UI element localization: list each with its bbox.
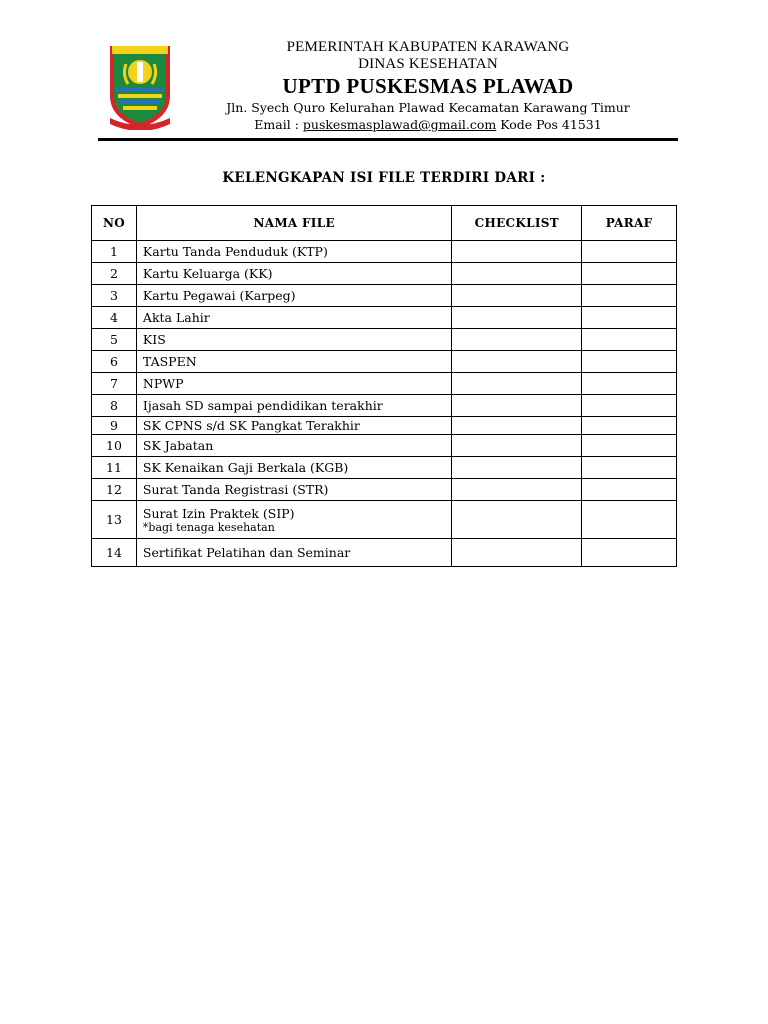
row-number: 6 [92, 351, 137, 373]
row-number: 9 [92, 417, 137, 435]
paraf-cell[interactable] [582, 373, 677, 395]
email-label: Email : [254, 117, 303, 132]
file-name: TASPEN [136, 351, 452, 373]
table-row [92, 539, 677, 567]
paraf-cell[interactable] [582, 539, 677, 567]
row-number: 3 [92, 285, 137, 307]
row-number: 1 [92, 241, 137, 263]
file-name: Kartu Keluarga (KK) [136, 263, 452, 285]
checklist-cell[interactable] [452, 329, 582, 351]
row-number: 2 [92, 263, 137, 285]
paraf-cell[interactable] [582, 457, 677, 479]
letterhead-divider [98, 138, 678, 141]
table-row [92, 501, 677, 539]
postal-code: Kode Pos 41531 [496, 117, 602, 132]
table-row [92, 435, 677, 457]
table-row [92, 241, 677, 263]
checklist-cell[interactable] [452, 241, 582, 263]
paraf-cell[interactable] [582, 417, 677, 435]
table-row [92, 263, 677, 285]
table-row [92, 307, 677, 329]
checklist-cell[interactable] [452, 479, 582, 501]
file-name: NPWP [136, 373, 452, 395]
paraf-cell[interactable] [582, 263, 677, 285]
row-number: 5 [92, 329, 137, 351]
checklist-cell[interactable] [452, 351, 582, 373]
file-name: Sertifikat Pelatihan dan Seminar [136, 539, 452, 567]
file-name: Surat Tanda Registrasi (STR) [136, 479, 452, 501]
column-header-nama-file: NAMA FILE [136, 206, 452, 241]
letterhead [180, 38, 676, 133]
file-name: Ijasah SD sampai pendidikan terakhir [136, 395, 452, 417]
checklist-cell[interactable] [452, 395, 582, 417]
file-name: KIS [136, 329, 452, 351]
table-row [92, 285, 677, 307]
table-row [92, 351, 677, 373]
paraf-cell[interactable] [582, 307, 677, 329]
checklist-cell[interactable] [452, 435, 582, 457]
government-name: PEMERINTAH KABUPATEN KARAWANG [286, 39, 570, 55]
row-number: 10 [92, 435, 137, 457]
table-row [92, 373, 677, 395]
table-row [92, 457, 677, 479]
row-number: 4 [92, 307, 137, 329]
checklist-cell[interactable] [452, 307, 582, 329]
file-name: Kartu Tanda Penduduk (KTP) [136, 241, 452, 263]
file-name: Kartu Pegawai (Karpeg) [136, 285, 452, 307]
row-number: 8 [92, 395, 137, 417]
file-name: SK CPNS s/d SK Pangkat Terakhir [136, 417, 452, 435]
paraf-cell[interactable] [582, 329, 677, 351]
checklist-cell[interactable] [452, 263, 582, 285]
paraf-cell[interactable] [582, 395, 677, 417]
file-checklist-table [91, 205, 677, 567]
file-name: SK Kenaikan Gaji Berkala (KGB) [136, 457, 452, 479]
paraf-cell[interactable] [582, 351, 677, 373]
institution-name: UPTD PUSKESMAS PLAWAD [282, 74, 574, 98]
row-number: 14 [92, 539, 137, 567]
paraf-cell[interactable] [582, 435, 677, 457]
paraf-cell[interactable] [582, 501, 677, 539]
checklist-cell[interactable] [452, 539, 582, 567]
checklist-cell[interactable] [452, 373, 582, 395]
paraf-cell[interactable] [582, 241, 677, 263]
table-row [92, 329, 677, 351]
column-header-paraf: PARAF [582, 206, 677, 241]
row-number: 12 [92, 479, 137, 501]
contact-line [180, 116, 676, 133]
file-name: Akta Lahir [136, 307, 452, 329]
file-name: Surat Izin Praktek (SIP) [142, 505, 295, 521]
department-name: DINAS KESEHATAN [358, 56, 498, 72]
row-number: 7 [92, 373, 137, 395]
document-title: KELENGKAPAN ISI FILE TERDIRI DARI : [222, 170, 546, 186]
checklist-cell[interactable] [452, 457, 582, 479]
email-link[interactable]: puskesmasplawad@gmail.com [302, 117, 497, 132]
table-row [92, 417, 677, 435]
row-number: 11 [92, 457, 137, 479]
row-number: 13 [92, 501, 137, 539]
address: Jln. Syech Quro Kelurahan Plawad Kecamatan Karawang Timur [226, 100, 630, 115]
karawang-emblem-logo [106, 42, 174, 130]
file-name: SK Jabatan [136, 435, 452, 457]
checklist-cell[interactable] [452, 501, 582, 539]
file-name-cell [136, 501, 452, 539]
file-note: *bagi tenaga kesehatan [142, 520, 275, 534]
table-row [92, 479, 677, 501]
column-header-no: NO [92, 206, 137, 241]
checklist-cell[interactable] [452, 285, 582, 307]
table-row [92, 395, 677, 417]
column-header-checklist: CHECKLIST [452, 206, 582, 241]
table-header-row [92, 206, 677, 241]
checklist-cell[interactable] [452, 417, 582, 435]
paraf-cell[interactable] [582, 479, 677, 501]
paraf-cell[interactable] [582, 285, 677, 307]
